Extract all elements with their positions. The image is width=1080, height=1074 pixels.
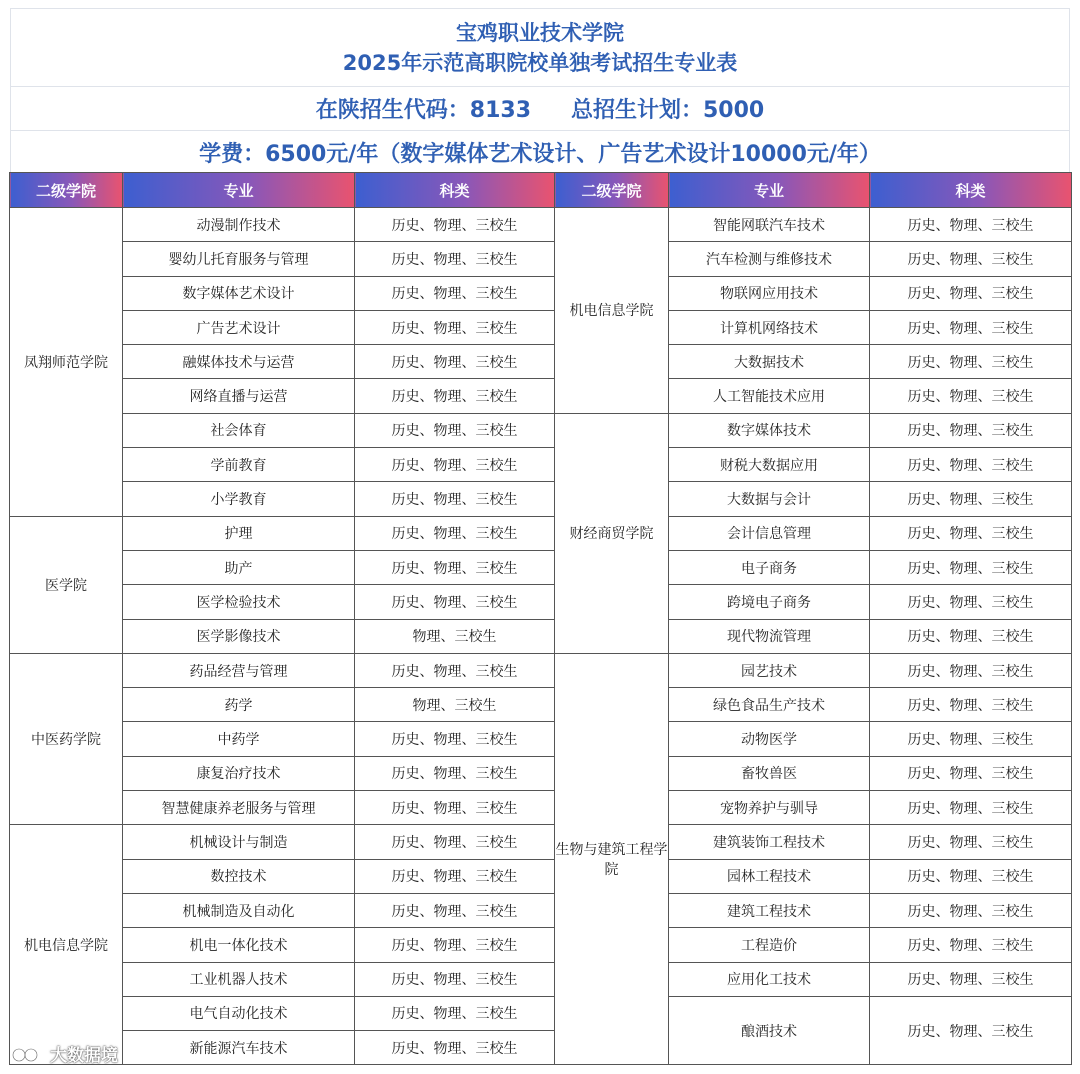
major-cell: 医学检验技术 [123, 585, 355, 619]
major-cell: 机械设计与制造 [123, 825, 355, 859]
table-row [10, 928, 1072, 962]
major-cell: 药品经营与管理 [123, 653, 355, 687]
code-row [10, 86, 1070, 130]
category-cell: 历史、物理、三校生 [870, 242, 1072, 276]
category-cell: 历史、物理、三校生 [355, 928, 555, 962]
college-cell: 生物与建筑工程学院 [555, 653, 669, 1065]
table-body [10, 208, 1072, 1065]
major-cell: 跨境电子商务 [669, 585, 870, 619]
major-cell: 助产 [123, 550, 355, 584]
major-cell: 大数据技术 [669, 345, 870, 379]
category-cell: 物理、三校生 [355, 619, 555, 653]
col-header-major: 专业 [669, 173, 870, 208]
major-cell: 智慧健康养老服务与管理 [123, 791, 355, 825]
major-cell: 广告艺术设计 [123, 310, 355, 344]
category-cell: 历史、物理、三校生 [355, 825, 555, 859]
category-cell: 历史、物理、三校生 [870, 276, 1072, 310]
major-cell: 融媒体技术与运营 [123, 345, 355, 379]
table-row [10, 585, 1072, 619]
school-name: 宝鸡职业技术学院 [456, 20, 624, 45]
category-cell: 历史、物理、三校生 [355, 1031, 555, 1065]
major-cell: 数字媒体艺术设计 [123, 276, 355, 310]
major-cell: 宠物养护与驯导 [669, 791, 870, 825]
watermark [10, 1041, 118, 1066]
enrollment-plan: 总招生计划：5000 [571, 98, 765, 123]
major-cell: 数控技术 [123, 859, 355, 893]
major-cell: 会计信息管理 [669, 516, 870, 550]
category-cell: 历史、物理、三校生 [355, 242, 555, 276]
category-cell: 历史、物理、三校生 [870, 448, 1072, 482]
college-cell: 财经商贸学院 [555, 413, 669, 653]
category-cell: 历史、物理、三校生 [355, 482, 555, 516]
table-row [10, 276, 1072, 310]
table-row [10, 482, 1072, 516]
major-cell: 中药学 [123, 722, 355, 756]
major-cell: 现代物流管理 [669, 619, 870, 653]
category-cell: 历史、物理、三校生 [870, 893, 1072, 927]
table-row [10, 722, 1072, 756]
college-cell: 凤翔师范学院 [10, 208, 123, 517]
title-block [10, 8, 1070, 174]
major-cell: 婴幼儿托育服务与管理 [123, 242, 355, 276]
major-cell: 药学 [123, 688, 355, 722]
table-row [10, 996, 1072, 1030]
category-cell: 历史、物理、三校生 [870, 928, 1072, 962]
category-cell: 历史、物理、三校生 [870, 516, 1072, 550]
category-cell: 历史、物理、三校生 [870, 756, 1072, 790]
category-cell: 历史、物理、三校生 [355, 448, 555, 482]
table-header-row [10, 173, 1072, 208]
major-cell: 机电一体化技术 [123, 928, 355, 962]
category-cell: 历史、物理、三校生 [870, 310, 1072, 344]
major-cell: 电子商务 [669, 550, 870, 584]
table-row [10, 619, 1072, 653]
category-cell: 历史、物理、三校生 [870, 413, 1072, 447]
major-cell: 数字媒体技术 [669, 413, 870, 447]
major-cell: 园艺技术 [669, 653, 870, 687]
category-cell: 历史、物理、三校生 [355, 208, 555, 242]
major-cell: 网络直播与运营 [123, 379, 355, 413]
category-cell: 历史、物理、三校生 [355, 859, 555, 893]
category-cell: 历史、物理、三校生 [870, 208, 1072, 242]
category-cell: 历史、物理、三校生 [870, 550, 1072, 584]
category-cell: 历史、物理、三校生 [870, 962, 1072, 996]
category-cell: 历史、物理、三校生 [355, 722, 555, 756]
college-cell: 机电信息学院 [10, 825, 123, 1065]
col-header-category: 科类 [870, 173, 1072, 208]
category-cell: 历史、物理、三校生 [870, 722, 1072, 756]
table-row [10, 550, 1072, 584]
major-cell: 护理 [123, 516, 355, 550]
major-cell: 计算机网络技术 [669, 310, 870, 344]
category-cell: 历史、物理、三校生 [870, 859, 1072, 893]
major-cell: 大数据与会计 [669, 482, 870, 516]
major-cell: 物联网应用技术 [669, 276, 870, 310]
major-cell: 电气自动化技术 [123, 996, 355, 1030]
major-cell: 工程造价 [669, 928, 870, 962]
major-cell: 酿酒技术 [669, 996, 870, 1065]
col-header-college: 二级学院 [10, 173, 123, 208]
category-cell: 历史、物理、三校生 [355, 791, 555, 825]
major-cell: 医学影像技术 [123, 619, 355, 653]
majors-table [9, 172, 1072, 1065]
category-cell: 物理、三校生 [355, 688, 555, 722]
category-cell: 历史、物理、三校生 [355, 756, 555, 790]
major-cell: 小学教育 [123, 482, 355, 516]
col-header-category: 科类 [355, 173, 555, 208]
category-cell: 历史、物理、三校生 [355, 345, 555, 379]
major-cell: 财税大数据应用 [669, 448, 870, 482]
table-subtitle: 2025年示范高职院校单独考试招生专业表 [342, 50, 738, 75]
category-cell: 历史、物理、三校生 [355, 413, 555, 447]
title-row [10, 8, 1070, 86]
category-cell: 历史、物理、三校生 [870, 619, 1072, 653]
category-cell: 历史、物理、三校生 [870, 791, 1072, 825]
tuition-row [10, 130, 1070, 174]
major-cell: 学前教育 [123, 448, 355, 482]
major-cell: 畜牧兽医 [669, 756, 870, 790]
table-row [10, 345, 1072, 379]
table-row [10, 791, 1072, 825]
category-cell: 历史、物理、三校生 [355, 379, 555, 413]
major-cell: 汽车检测与维修技术 [669, 242, 870, 276]
enrollment-code: 在陕招生代码：8133 [315, 98, 531, 123]
category-cell: 历史、物理、三校生 [870, 585, 1072, 619]
category-cell: 历史、物理、三校生 [870, 996, 1072, 1065]
table-row [10, 653, 1072, 687]
category-cell: 历史、物理、三校生 [870, 345, 1072, 379]
table-row [10, 413, 1072, 447]
major-cell: 新能源汽车技术 [123, 1031, 355, 1065]
table-row [10, 310, 1072, 344]
major-cell: 应用化工技术 [669, 962, 870, 996]
col-header-college: 二级学院 [555, 173, 669, 208]
major-cell: 康复治疗技术 [123, 756, 355, 790]
category-cell: 历史、物理、三校生 [870, 688, 1072, 722]
major-cell: 园林工程技术 [669, 859, 870, 893]
table-row [10, 859, 1072, 893]
category-cell: 历史、物理、三校生 [355, 516, 555, 550]
category-cell: 历史、物理、三校生 [355, 653, 555, 687]
category-cell: 历史、物理、三校生 [870, 825, 1072, 859]
table-row [10, 756, 1072, 790]
category-cell: 历史、物理、三校生 [355, 585, 555, 619]
table-row [10, 208, 1072, 242]
category-cell: 历史、物理、三校生 [355, 893, 555, 927]
college-cell: 中医药学院 [10, 653, 123, 824]
tuition-text: 学费：6500元/年（数字媒体艺术设计、广告艺术设计10000元/年） [199, 141, 881, 167]
table-row [10, 893, 1072, 927]
major-cell: 人工智能技术应用 [669, 379, 870, 413]
category-cell: 历史、物理、三校生 [870, 482, 1072, 516]
major-cell: 社会体育 [123, 413, 355, 447]
major-cell: 建筑装饰工程技术 [669, 825, 870, 859]
major-cell: 机械制造及自动化 [123, 893, 355, 927]
category-cell: 历史、物理、三校生 [355, 276, 555, 310]
major-cell: 智能网联汽车技术 [669, 208, 870, 242]
category-cell: 历史、物理、三校生 [870, 653, 1072, 687]
category-cell: 历史、物理、三校生 [355, 550, 555, 584]
major-cell: 建筑工程技术 [669, 893, 870, 927]
category-cell: 历史、物理、三校生 [870, 379, 1072, 413]
college-cell: 医学院 [10, 516, 123, 653]
col-header-major: 专业 [123, 173, 355, 208]
weibo-logo-icon [10, 1045, 46, 1063]
table-row [10, 242, 1072, 276]
table-row [10, 516, 1072, 550]
table-row [10, 448, 1072, 482]
table-row [10, 688, 1072, 722]
table-row [10, 962, 1072, 996]
category-cell: 历史、物理、三校生 [355, 310, 555, 344]
major-cell: 工业机器人技术 [123, 962, 355, 996]
major-cell: 动漫制作技术 [123, 208, 355, 242]
category-cell: 历史、物理、三校生 [355, 996, 555, 1030]
category-cell: 历史、物理、三校生 [355, 962, 555, 996]
watermark-text: 大数据境 [50, 1046, 118, 1066]
table-row [10, 825, 1072, 859]
table-row [10, 379, 1072, 413]
college-cell: 机电信息学院 [555, 208, 669, 414]
major-cell: 动物医学 [669, 722, 870, 756]
major-cell: 绿色食品生产技术 [669, 688, 870, 722]
